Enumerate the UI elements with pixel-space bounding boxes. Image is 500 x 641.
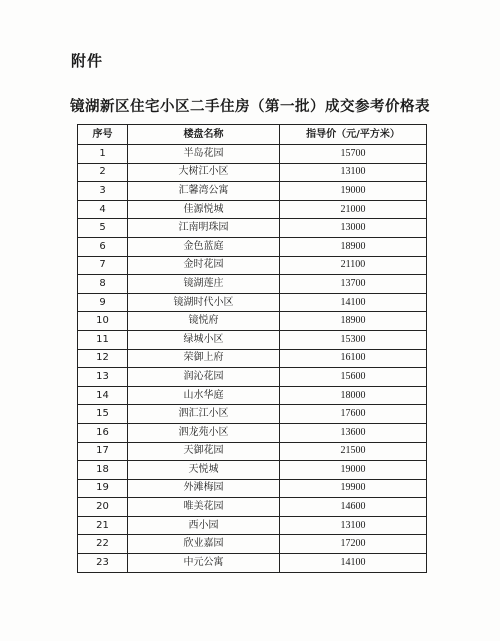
row-no: 15 [78, 405, 128, 424]
row-name: 金色蓝庭 [128, 237, 280, 256]
row-name: 佳源悦城 [128, 200, 280, 219]
table-row [78, 368, 427, 387]
row-price: 18000 [280, 386, 427, 405]
row-name: 润沁花园 [128, 368, 280, 387]
table-row [78, 145, 427, 164]
row-name: 大树江小区 [128, 163, 280, 182]
row-price: 19000 [280, 461, 427, 480]
row-no: 19 [78, 479, 128, 498]
row-name: 半岛花园 [128, 145, 280, 164]
row-price: 18900 [280, 312, 427, 331]
table-row [78, 535, 427, 554]
row-name: 镜湖时代小区 [128, 293, 280, 312]
row-no: 8 [78, 275, 128, 294]
row-price: 21000 [280, 200, 427, 219]
row-no: 20 [78, 498, 128, 517]
row-no: 16 [78, 423, 128, 442]
attachment-label: 附件 [71, 52, 104, 70]
header-row [78, 125, 427, 145]
row-name: 荣御上府 [128, 349, 280, 368]
row-no: 13 [78, 368, 128, 387]
row-name: 绿城小区 [128, 330, 280, 349]
row-no: 1 [78, 145, 128, 164]
row-price: 13100 [280, 516, 427, 535]
row-name: 外滩梅园 [128, 479, 280, 498]
row-no: 17 [78, 442, 128, 461]
table-row [78, 498, 427, 517]
table-row [78, 405, 427, 424]
row-no: 10 [78, 312, 128, 331]
row-price: 21100 [280, 256, 427, 275]
row-no: 18 [78, 461, 128, 480]
header-no: 序号 [78, 125, 128, 145]
row-no: 12 [78, 349, 128, 368]
header-price: 指导价（元/平方米） [280, 125, 427, 145]
row-name: 金时花园 [128, 256, 280, 275]
row-name: 镜悦府 [128, 312, 280, 331]
document-title: 镜湖新区住宅小区二手住房（第一批）成交参考价格表 [70, 99, 430, 115]
table-row [78, 293, 427, 312]
row-no: 2 [78, 163, 128, 182]
row-price: 15600 [280, 368, 427, 387]
table-row [78, 461, 427, 480]
row-price: 13600 [280, 423, 427, 442]
row-price: 17200 [280, 535, 427, 554]
row-price: 13100 [280, 163, 427, 182]
row-price: 19900 [280, 479, 427, 498]
row-name: 山水华庭 [128, 386, 280, 405]
row-price: 21500 [280, 442, 427, 461]
table-row [78, 516, 427, 535]
row-no: 9 [78, 293, 128, 312]
row-price: 15700 [280, 145, 427, 164]
row-no: 22 [78, 535, 128, 554]
table-row [78, 349, 427, 368]
row-name: 中元公寓 [128, 554, 280, 573]
row-price: 14600 [280, 498, 427, 517]
table-row [78, 182, 427, 201]
row-price: 13000 [280, 219, 427, 238]
row-no: 11 [78, 330, 128, 349]
row-price: 17600 [280, 405, 427, 424]
header-name: 楼盘名称 [128, 125, 280, 145]
row-name: 镜湖莲庄 [128, 275, 280, 294]
row-price: 16100 [280, 349, 427, 368]
table-row [78, 219, 427, 238]
table-row [78, 256, 427, 275]
table-row [78, 442, 427, 461]
row-no: 23 [78, 554, 128, 573]
table-row [78, 163, 427, 182]
row-name: 欣业嘉园 [128, 535, 280, 554]
row-name: 泗汇江小区 [128, 405, 280, 424]
row-price: 14100 [280, 293, 427, 312]
row-no: 6 [78, 237, 128, 256]
price-table [77, 124, 427, 573]
row-name: 江南明珠园 [128, 219, 280, 238]
table-row [78, 386, 427, 405]
row-price: 14100 [280, 554, 427, 573]
row-price: 13700 [280, 275, 427, 294]
row-name: 天御花园 [128, 442, 280, 461]
row-price: 18900 [280, 237, 427, 256]
row-no: 14 [78, 386, 128, 405]
table-body [78, 145, 427, 573]
row-price: 15300 [280, 330, 427, 349]
row-no: 3 [78, 182, 128, 201]
row-name: 汇馨湾公寓 [128, 182, 280, 201]
row-price: 19000 [280, 182, 427, 201]
table-row [78, 554, 427, 573]
table-row [78, 423, 427, 442]
row-name: 天悦城 [128, 461, 280, 480]
table-row [78, 479, 427, 498]
table-header [78, 125, 427, 145]
table-row [78, 312, 427, 331]
row-name: 西小园 [128, 516, 280, 535]
row-name: 泗龙苑小区 [128, 423, 280, 442]
row-no: 5 [78, 219, 128, 238]
table-row [78, 275, 427, 294]
table-row [78, 200, 427, 219]
row-no: 21 [78, 516, 128, 535]
row-no: 7 [78, 256, 128, 275]
table-row [78, 330, 427, 349]
table-row [78, 237, 427, 256]
row-no: 4 [78, 200, 128, 219]
row-name: 唯美花园 [128, 498, 280, 517]
